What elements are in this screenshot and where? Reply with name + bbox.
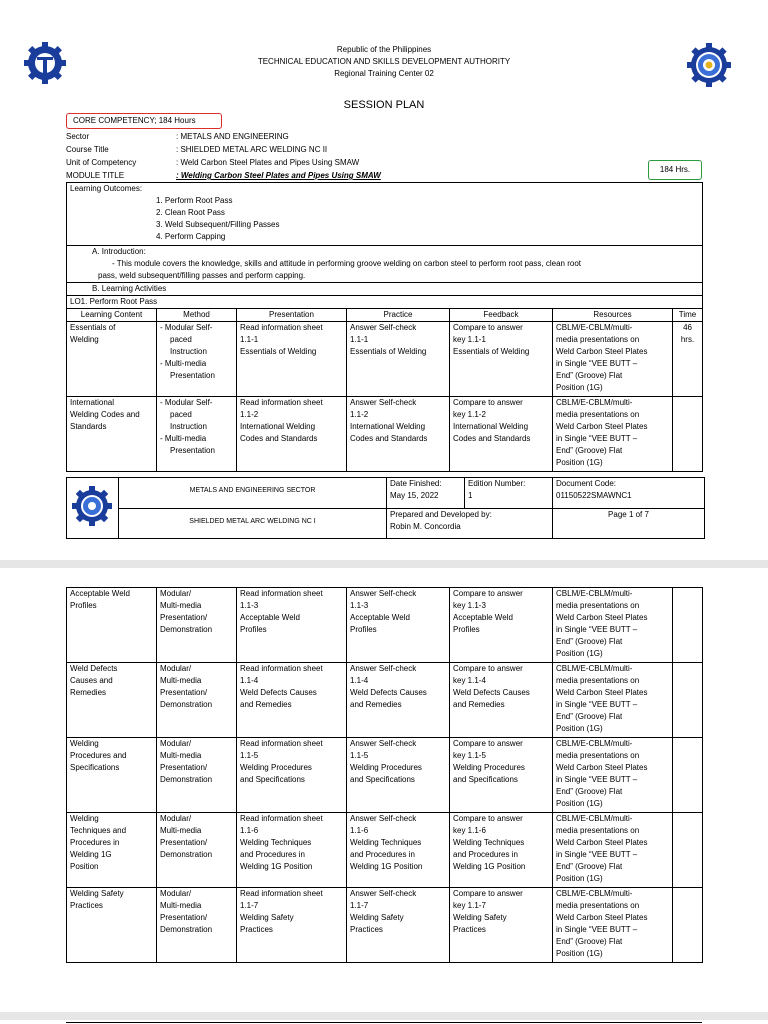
- cell-line: Welding Procedures: [350, 763, 422, 772]
- cell-line: Answer Self-check: [350, 739, 417, 748]
- method-cell: [157, 813, 237, 888]
- cell-line: Essentials of: [70, 323, 116, 332]
- resources-cell: [553, 888, 673, 963]
- cell-line: and Procedures in: [453, 850, 518, 859]
- practice-cell: [347, 322, 450, 397]
- cell-line: Position (1G): [556, 458, 603, 467]
- footer-date-label: Date Finished:: [390, 479, 442, 488]
- cell-line: Read information sheet: [240, 323, 323, 332]
- cell-line: media presentations on: [556, 901, 640, 910]
- info-value: : Welding Carbon Steel Plates and Pipes Using SMAW: [176, 171, 381, 180]
- learning-content-cell: [67, 397, 157, 472]
- cell-line: Position: [70, 862, 99, 871]
- cell-line: Practices: [453, 925, 486, 934]
- cell-line: - Modular Self-: [160, 323, 213, 332]
- outcome-item: 2. Clean Root Pass: [156, 208, 225, 217]
- cell-line: Demonstration: [160, 925, 213, 934]
- cell-line: Compare to answer: [453, 589, 523, 598]
- cell-line: Profiles: [240, 625, 267, 634]
- learning-content-cell: [67, 813, 157, 888]
- footer-table: [66, 477, 705, 539]
- time-cell: [673, 663, 703, 738]
- info-label: Sector: [66, 132, 90, 141]
- table-row: [67, 322, 703, 397]
- cell-line: paced: [170, 335, 192, 344]
- cell-line: and Remedies: [350, 700, 402, 709]
- cell-line: Multi-media: [160, 676, 202, 685]
- cell-line: Acceptable Weld: [240, 613, 300, 622]
- cell-line: Answer Self-check: [350, 589, 417, 598]
- cell-line: 1.1-2: [350, 410, 369, 419]
- header-center: Regional Training Center 02: [334, 69, 434, 78]
- cell-line: CBLM/E-CBLM/multi-: [556, 814, 633, 823]
- cell-line: media presentations on: [556, 601, 640, 610]
- cell-line: Position (1G): [556, 649, 603, 658]
- resources-cell: [553, 738, 673, 813]
- cell-line: and Specifications: [240, 775, 305, 784]
- cell-line: Answer Self-check: [350, 814, 417, 823]
- cell-line: Demonstration: [160, 700, 213, 709]
- column-header: Resources: [553, 309, 673, 322]
- cell-line: Read information sheet: [240, 664, 323, 673]
- cell-line: Instruction: [170, 347, 207, 356]
- cell-line: Weld Carbon Steel Plates: [556, 613, 648, 622]
- cell-line: in Single “VEE BUTT –: [556, 434, 638, 443]
- resources-cell: [553, 588, 673, 663]
- cell-line: and Procedures in: [350, 850, 415, 859]
- cell-line: Position (1G): [556, 724, 603, 733]
- practice-cell: [347, 888, 450, 963]
- cell-line: Compare to answer: [453, 664, 523, 673]
- learning-content-cell: [67, 888, 157, 963]
- cell-line: Presentation: [170, 371, 215, 380]
- cell-line: Profiles: [453, 625, 480, 634]
- cell-line: media presentations on: [556, 335, 640, 344]
- cell-line: End” (Groove) Flat: [556, 446, 623, 455]
- page-title: SESSION PLAN: [343, 99, 425, 111]
- cell-line: in Single “VEE BUTT –: [556, 850, 638, 859]
- cell-line: Codes and Standards: [350, 434, 428, 443]
- table-row: [67, 588, 703, 663]
- cell-line: End” (Groove) Flat: [556, 937, 623, 946]
- table-row: [67, 888, 703, 963]
- cell-line: End” (Groove) Flat: [556, 712, 623, 721]
- cell-line: Welding 1G Position: [350, 862, 423, 871]
- cell-line: Welding: [70, 335, 99, 344]
- cell-line: Welding Codes and: [70, 410, 140, 419]
- presentation-cell: [237, 322, 347, 397]
- cell-line: International Welding: [240, 422, 316, 431]
- cell-line: and Remedies: [453, 700, 505, 709]
- cell-line: 1.1-5: [240, 751, 259, 760]
- cell-line: Modular/: [160, 664, 192, 673]
- cell-line: End” (Groove) Flat: [556, 787, 623, 796]
- cell-line: Weld Carbon Steel Plates: [556, 838, 648, 847]
- cell-line: hrs.: [680, 335, 695, 344]
- method-cell: [157, 322, 237, 397]
- cell-line: media presentations on: [556, 751, 640, 760]
- cell-line: Techniques and: [70, 826, 127, 835]
- cell-line: Read information sheet: [240, 739, 323, 748]
- cell-line: key 1.1-1: [453, 335, 486, 344]
- hours-badge: 184 Hrs.: [648, 160, 702, 180]
- footer-sector: METALS AND ENGINEERING SECTOR: [119, 478, 387, 509]
- column-header-row: [67, 309, 703, 322]
- cell-line: Compare to answer: [453, 739, 523, 748]
- resources-cell: [553, 397, 673, 472]
- feedback-cell: [450, 813, 553, 888]
- footer-prepared-cell: [387, 508, 553, 539]
- cell-line: Compare to answer: [453, 889, 523, 898]
- cell-line: Welding Procedures: [453, 763, 525, 772]
- cell-line: 1.1-4: [240, 676, 259, 685]
- column-header: Presentation: [237, 309, 347, 322]
- learning-content-cell: [67, 738, 157, 813]
- cell-line: Weld Defects Causes: [240, 688, 317, 697]
- footer-edition-label: Edition Number:: [468, 479, 526, 488]
- cell-line: Compare to answer: [453, 814, 523, 823]
- cell-line: Weld Defects Causes: [350, 688, 427, 697]
- practice-cell: [347, 738, 450, 813]
- cell-line: 1.1-7: [350, 901, 369, 910]
- cell-line: in Single “VEE BUTT –: [556, 775, 638, 784]
- column-header: Method: [157, 309, 237, 322]
- info-label: Course Title: [66, 145, 109, 154]
- cell-line: Essentials of Welding: [240, 347, 317, 356]
- cell-line: CBLM/E-CBLM/multi-: [556, 589, 633, 598]
- cell-line: Weld Carbon Steel Plates: [556, 763, 648, 772]
- footer-doc-label: Document Code:: [556, 479, 617, 488]
- core-competency-box: CORE COMPETENCY; 184 Hours: [66, 113, 222, 129]
- cell-line: Practices: [70, 901, 103, 910]
- cell-line: key 1.1-6: [453, 826, 486, 835]
- practice-cell: [347, 397, 450, 472]
- learning-content-cell: [67, 322, 157, 397]
- cell-line: Demonstration: [160, 850, 213, 859]
- cell-line: Answer Self-check: [350, 889, 417, 898]
- cell-line: Welding 1G Position: [240, 862, 313, 871]
- cell-line: 1.1-1: [350, 335, 369, 344]
- cell-line: 1.1-6: [240, 826, 259, 835]
- cell-line: Welding Techniques: [350, 838, 422, 847]
- table-row: [67, 813, 703, 888]
- cell-line: Read information sheet: [240, 814, 323, 823]
- footer-page-number: Page 1 of 7: [553, 508, 705, 539]
- column-header: Feedback: [450, 309, 553, 322]
- cell-line: key 1.1-3: [453, 601, 486, 610]
- cell-line: Procedures in: [70, 838, 120, 847]
- cell-line: - Modular Self-: [160, 398, 213, 407]
- method-cell: [157, 663, 237, 738]
- cell-line: Weld Defects Causes: [453, 688, 530, 697]
- cell-line: Modular/: [160, 814, 192, 823]
- cell-line: Position (1G): [556, 949, 603, 958]
- resources-cell: [553, 813, 673, 888]
- introduction-text: - This module covers the knowledge, skills and attitude in performing groove welding on carbon steel to perform root pass, clean root: [112, 259, 581, 268]
- cell-line: and Specifications: [453, 775, 518, 784]
- cell-line: - Multi-media: [160, 359, 207, 368]
- cell-line: Specifications: [70, 763, 120, 772]
- cell-line: 1.1-3: [240, 601, 259, 610]
- cell-line: Codes and Standards: [453, 434, 531, 443]
- cell-line: CBLM/E-CBLM/multi-: [556, 323, 633, 332]
- time-cell: [673, 813, 703, 888]
- footer-date-cell: [387, 478, 465, 509]
- cell-line: End” (Groove) Flat: [556, 862, 623, 871]
- cell-line: key 1.1-2: [453, 410, 486, 419]
- cell-line: Profiles: [350, 625, 377, 634]
- feedback-cell: [450, 663, 553, 738]
- cell-line: Weld Carbon Steel Plates: [556, 913, 648, 922]
- presentation-cell: [237, 813, 347, 888]
- cell-line: Weld Carbon Steel Plates: [556, 347, 648, 356]
- learning-outcomes-heading: Learning Outcomes:: [70, 184, 143, 193]
- method-cell: [157, 888, 237, 963]
- info-label: MODULE TITLE: [66, 171, 125, 180]
- cell-line: Read information sheet: [240, 589, 323, 598]
- practice-cell: [347, 588, 450, 663]
- footer-date-value: May 15, 2022: [390, 491, 439, 500]
- cell-line: - Multi-media: [160, 434, 207, 443]
- time-cell: [673, 888, 703, 963]
- lo1-heading: LO1. Perform Root Pass: [70, 297, 158, 306]
- cell-line: Demonstration: [160, 625, 213, 634]
- feedback-cell: [450, 738, 553, 813]
- feedback-cell: [450, 888, 553, 963]
- resources-cell: [553, 322, 673, 397]
- cell-line: Essentials of Welding: [350, 347, 427, 356]
- learning-content-cell: [67, 663, 157, 738]
- footer-edition-value: 1: [468, 491, 473, 500]
- outcome-item: 1. Perform Root Pass: [156, 196, 233, 205]
- cell-line: in Single “VEE BUTT –: [556, 625, 638, 634]
- cell-line: Presentation/: [160, 838, 208, 847]
- cell-line: Welding Safety: [240, 913, 294, 922]
- cell-line: Answer Self-check: [350, 664, 417, 673]
- footer-edition-cell: [465, 478, 553, 509]
- page-3-table-edge: [66, 1022, 702, 1023]
- cell-line: 1.1-7: [240, 901, 259, 910]
- cell-line: 1.1-1: [240, 335, 259, 344]
- table-row: [67, 663, 703, 738]
- cell-line: End” (Groove) Flat: [556, 637, 623, 646]
- cell-line: 1.1-2: [240, 410, 259, 419]
- cell-line: Welding Safety: [70, 889, 124, 898]
- cell-line: Modular/: [160, 739, 192, 748]
- info-value: : SHIELDED METAL ARC WELDING NC II: [176, 145, 328, 154]
- cell-line: 1.1-5: [350, 751, 369, 760]
- cell-line: in Single “VEE BUTT –: [556, 925, 638, 934]
- page-2: [0, 568, 768, 1012]
- cell-line: Position (1G): [556, 383, 603, 392]
- cell-line: media presentations on: [556, 676, 640, 685]
- outcome-item: 3. Weld Subsequent/Filling Passes: [156, 220, 280, 229]
- cell-line: Presentation: [170, 446, 215, 455]
- cell-line: in Single “VEE BUTT –: [556, 700, 638, 709]
- cell-line: Position (1G): [556, 874, 603, 883]
- footer-doc-value: 01150522SMAWNC1: [556, 491, 632, 500]
- cell-line: Read information sheet: [240, 889, 323, 898]
- feedback-cell: [450, 397, 553, 472]
- footer-prepared-value: Robin M. Concordia: [390, 521, 461, 531]
- method-cell: [157, 738, 237, 813]
- cell-line: 1.1-3: [350, 601, 369, 610]
- cell-line: and Specifications: [350, 775, 415, 784]
- cell-line: Welding: [70, 739, 99, 748]
- footer-doc-cell: [553, 478, 705, 509]
- time-cell: [673, 322, 703, 397]
- cell-line: Welding: [70, 814, 99, 823]
- feedback-cell: [450, 588, 553, 663]
- cell-line: 46: [683, 323, 692, 332]
- cell-line: Welding Safety: [453, 913, 507, 922]
- presentation-cell: [237, 663, 347, 738]
- cell-line: and Procedures in: [240, 850, 305, 859]
- cell-line: media presentations on: [556, 410, 640, 419]
- time-cell: [673, 588, 703, 663]
- session-table: [66, 182, 703, 472]
- presentation-cell: [237, 397, 347, 472]
- cell-line: Multi-media: [160, 826, 202, 835]
- footer-logo-cell: [67, 478, 119, 539]
- info-label: Unit of Competency: [66, 158, 137, 167]
- cell-line: Position (1G): [556, 799, 603, 808]
- table-row: [67, 738, 703, 813]
- table-row: [67, 397, 703, 472]
- cell-line: Weld Carbon Steel Plates: [556, 688, 648, 697]
- cell-line: Multi-media: [160, 901, 202, 910]
- cell-line: Presentation/: [160, 688, 208, 697]
- cell-line: Welding 1G: [70, 850, 112, 859]
- practice-cell: [347, 663, 450, 738]
- learning-outcomes-row: [67, 183, 703, 246]
- cell-line: Answer Self-check: [350, 398, 417, 407]
- presentation-cell: [237, 888, 347, 963]
- cell-line: key 1.1-4: [453, 676, 486, 685]
- cell-line: Demonstration: [160, 775, 213, 784]
- learning-content-cell: [67, 588, 157, 663]
- cell-line: Welding Techniques: [453, 838, 525, 847]
- method-cell: [157, 397, 237, 472]
- learning-activities-heading: B. Learning Activities: [92, 284, 167, 293]
- cell-line: 1.1-4: [350, 676, 369, 685]
- cell-line: Causes and: [70, 676, 113, 685]
- outcome-item: 4. Perform Capping: [156, 232, 226, 241]
- column-header: Learning Content: [67, 309, 157, 322]
- cell-line: Compare to answer: [453, 398, 523, 407]
- cell-line: 1.1-6: [350, 826, 369, 835]
- cell-line: key 1.1-5: [453, 751, 486, 760]
- cell-line: Modular/: [160, 589, 192, 598]
- introduction-text: pass, weld subsequent/filling passes and perform capping.: [98, 271, 306, 280]
- cell-line: Multi-media: [160, 751, 202, 760]
- cell-line: Welding Safety: [350, 913, 404, 922]
- cell-line: Presentation/: [160, 763, 208, 772]
- practice-cell: [347, 813, 450, 888]
- cell-line: Procedures and: [70, 751, 127, 760]
- introduction-heading: A. Introduction:: [92, 247, 146, 256]
- cell-line: Modular/: [160, 889, 192, 898]
- introduction-row: [67, 246, 703, 283]
- feedback-cell: [450, 322, 553, 397]
- cell-line: Acceptable Weld: [70, 589, 130, 598]
- cell-line: Multi-media: [160, 601, 202, 610]
- cell-line: Weld Defects: [70, 664, 118, 673]
- cell-line: Read information sheet: [240, 398, 323, 407]
- cell-line: Practices: [240, 925, 273, 934]
- cell-line: key 1.1-7: [453, 901, 486, 910]
- cell-line: CBLM/E-CBLM/multi-: [556, 739, 633, 748]
- cell-line: Answer Self-check: [350, 323, 417, 332]
- time-cell: [673, 397, 703, 472]
- cell-line: Acceptable Weld: [453, 613, 513, 622]
- cell-line: Essentials of Welding: [453, 347, 530, 356]
- learning-activities-row: [67, 283, 703, 296]
- cell-line: Remedies: [70, 688, 107, 697]
- cell-line: International Welding: [453, 422, 529, 431]
- cell-line: Profiles: [70, 601, 97, 610]
- cell-line: Welding 1G Position: [453, 862, 526, 871]
- cell-line: Practices: [350, 925, 383, 934]
- cell-line: CBLM/E-CBLM/multi-: [556, 889, 633, 898]
- presentation-cell: [237, 738, 347, 813]
- cell-line: CBLM/E-CBLM/multi-: [556, 398, 633, 407]
- cell-line: Instruction: [170, 422, 207, 431]
- session-table-continued: [66, 587, 703, 963]
- cell-line: Presentation/: [160, 613, 208, 622]
- column-header: Practice: [347, 309, 450, 322]
- cell-line: CBLM/E-CBLM/multi-: [556, 664, 633, 673]
- cell-line: Compare to answer: [453, 323, 523, 332]
- page-3-edge: [0, 1020, 768, 1024]
- lo1-row: [67, 296, 703, 309]
- column-header: Time: [673, 309, 703, 322]
- info-value: : METALS AND ENGINEERING: [176, 132, 289, 141]
- header-republic: Republic of the Philippines: [336, 45, 432, 54]
- cell-line: End” (Groove) Flat: [556, 371, 623, 380]
- cell-line: Acceptable Weld: [350, 613, 410, 622]
- cell-line: Codes and Standards: [240, 434, 318, 443]
- info-value: : Weld Carbon Steel Plates and Pipes Using SMAW: [176, 158, 360, 167]
- cell-line: Weld Carbon Steel Plates: [556, 422, 648, 431]
- footer-prepared-label: Prepared and Developed by:: [390, 509, 492, 519]
- resources-cell: [553, 663, 673, 738]
- presentation-cell: [237, 588, 347, 663]
- method-cell: [157, 588, 237, 663]
- cell-line: Standards: [70, 422, 107, 431]
- cell-line: International Welding: [350, 422, 426, 431]
- time-cell: [673, 738, 703, 813]
- header-agency: TECHNICAL EDUCATION AND SKILLS DEVELOPMENT AUTHORITY: [257, 57, 511, 66]
- cell-line: in Single “VEE BUTT –: [556, 359, 638, 368]
- cell-line: International: [70, 398, 115, 407]
- footer-course: SHIELDED METAL ARC WELDING NC I: [119, 508, 387, 539]
- cell-line: Welding Procedures: [240, 763, 312, 772]
- cell-line: media presentations on: [556, 826, 640, 835]
- tesda-seal-icon: [67, 478, 117, 534]
- cell-line: Welding Techniques: [240, 838, 312, 847]
- cell-line: paced: [170, 410, 192, 419]
- cell-line: and Remedies: [240, 700, 292, 709]
- cell-line: Presentation/: [160, 913, 208, 922]
